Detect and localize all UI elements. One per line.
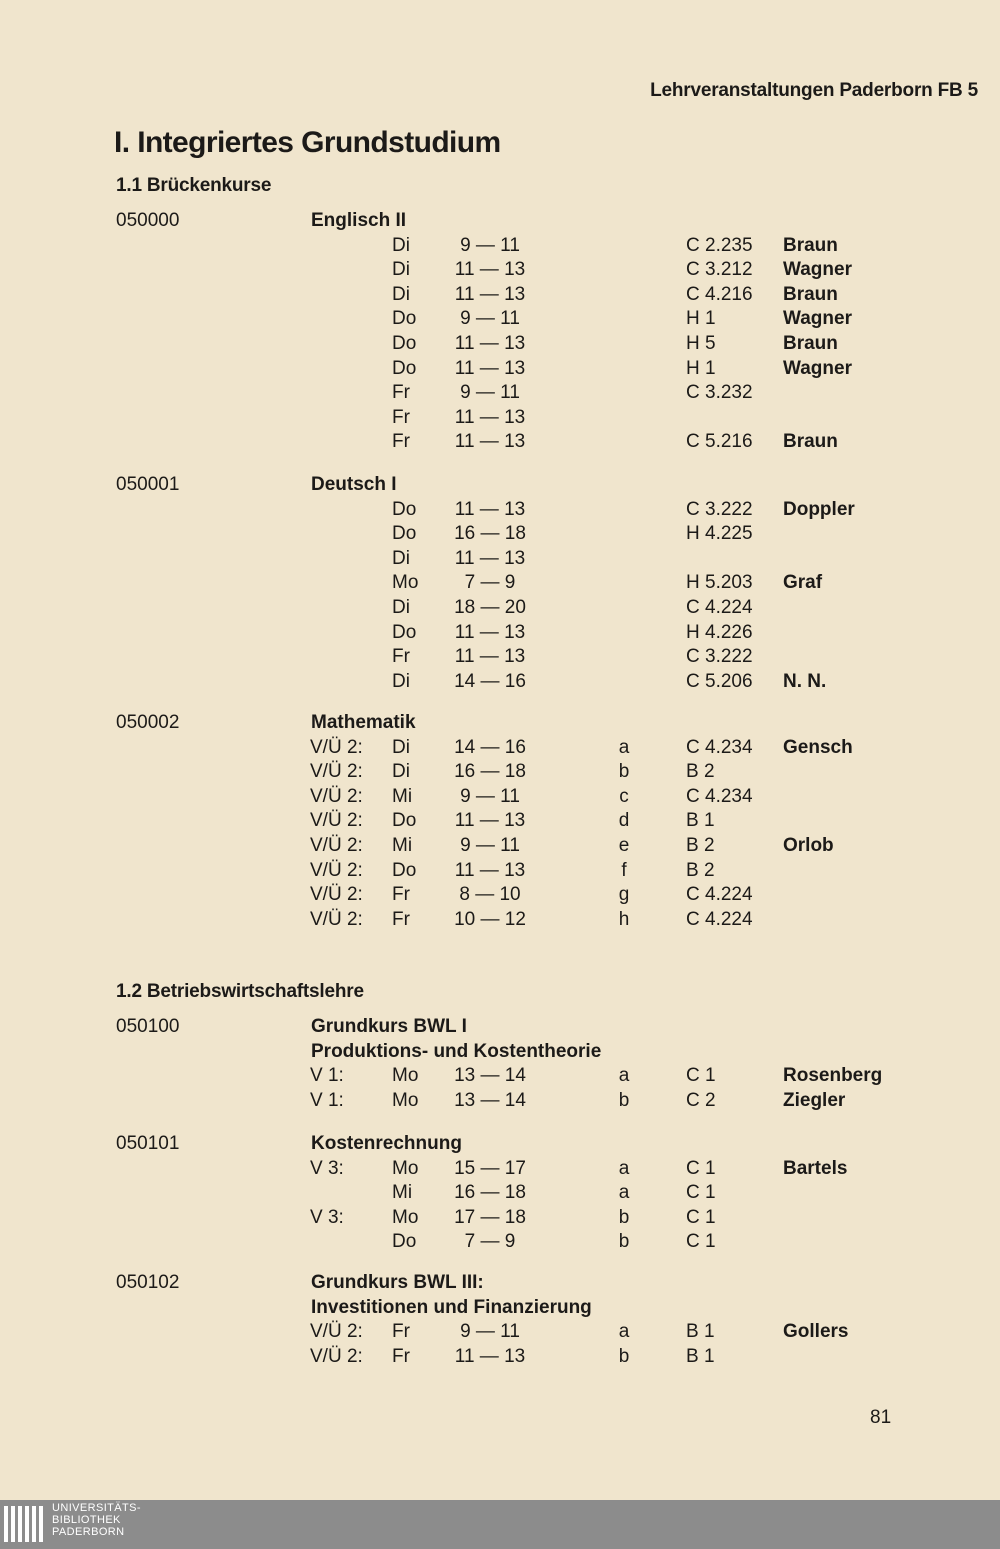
course-time: 8 — 10 xyxy=(459,884,521,906)
course-teacher: Braun xyxy=(783,234,838,256)
course-day: Di xyxy=(392,547,410,569)
schedule-row xyxy=(0,786,1000,810)
course-title: Kostenrechnung xyxy=(311,1133,462,1154)
course-type: V/Ü 2: xyxy=(310,1321,363,1343)
schedule-row xyxy=(0,499,1000,523)
course-title: Produktions- und Kostentheorie xyxy=(311,1040,602,1062)
course-day: Di xyxy=(392,259,410,281)
schedule-row xyxy=(0,909,1000,933)
course-day: Do xyxy=(392,308,417,330)
course-day: Do xyxy=(392,498,417,520)
schedule-row xyxy=(0,1321,1000,1345)
library-logo-icon xyxy=(4,1506,44,1544)
course-day: Do xyxy=(392,859,417,881)
course-room: H 4.225 xyxy=(686,523,753,545)
course-number: 050002 xyxy=(116,712,180,733)
course-time: 16 — 18 xyxy=(454,761,526,783)
course-room: C 5.216 xyxy=(686,431,753,453)
course-day: Fr xyxy=(392,406,410,428)
schedule-row xyxy=(0,259,1000,283)
course-group: a xyxy=(618,1321,630,1343)
course-type: V/Ü 2: xyxy=(310,884,363,906)
course-room: B 2 xyxy=(686,761,715,783)
course-day: Mo xyxy=(392,572,419,594)
course-day: Di xyxy=(392,234,410,256)
course-day: Di xyxy=(392,670,410,692)
schedule-row xyxy=(0,572,1000,596)
course-room: C 1 xyxy=(686,1157,716,1179)
course-time: 11 — 13 xyxy=(454,357,526,379)
course-time: 9 — 11 xyxy=(460,382,520,404)
course-room: C 4.224 xyxy=(686,884,753,906)
course-teacher: Bartels xyxy=(783,1157,848,1179)
library-name-line: BIBLIOTHEK xyxy=(52,1514,121,1526)
course-day: Fr xyxy=(392,431,410,453)
course-time: 11 — 13 xyxy=(454,406,526,428)
course-time: 9 — 11 xyxy=(460,1321,520,1343)
course-number: 050001 xyxy=(116,474,180,495)
course-number: 050102 xyxy=(116,1272,180,1293)
course-day: Di xyxy=(392,761,410,783)
course-time: 14 — 16 xyxy=(454,736,526,758)
course-teacher: Wagner xyxy=(783,308,852,330)
course-title: Investitionen und Finanzierung xyxy=(311,1296,592,1318)
course-room: C 4.216 xyxy=(686,283,753,305)
course-room: C 1 xyxy=(686,1231,716,1253)
course-teacher: N. N. xyxy=(783,670,827,692)
schedule-row xyxy=(0,382,1000,406)
course-day: Mo xyxy=(392,1065,419,1087)
schedule-row xyxy=(0,284,1000,308)
course-teacher: Graf xyxy=(783,572,823,594)
course-day: Do xyxy=(392,1231,417,1253)
course-room: H 4.226 xyxy=(686,621,753,643)
course-time: 11 — 13 xyxy=(454,283,526,305)
course-type: V/Ü 2: xyxy=(310,736,363,758)
course-time: 16 — 18 xyxy=(454,1182,526,1204)
course-teacher: Orlob xyxy=(783,835,834,856)
course-day: Di xyxy=(392,736,410,758)
course-type: V/Ü 2: xyxy=(310,835,363,856)
course-day: Fr xyxy=(392,1345,410,1367)
course-title: Englisch II xyxy=(311,210,407,231)
course-group: b xyxy=(618,1231,630,1253)
course-day: Mo xyxy=(392,1206,419,1228)
course-type: V/Ü 2: xyxy=(310,908,363,930)
schedule-row xyxy=(0,333,1000,357)
course-type: V 3: xyxy=(310,1157,344,1179)
course-time: 15 — 17 xyxy=(454,1157,526,1179)
course-room: H 5 xyxy=(686,333,716,354)
section-title-brueckenkurse: 1.1 Brückenkurse xyxy=(116,175,272,196)
course-teacher: Gollers xyxy=(783,1321,849,1343)
course-day: Do xyxy=(392,621,417,643)
course-group: a xyxy=(618,736,630,758)
course-title: Mathematik xyxy=(311,712,416,733)
course-day: Fr xyxy=(392,884,410,906)
course-time: 10 — 12 xyxy=(454,908,526,930)
course-time: 7 — 9 xyxy=(464,1231,516,1253)
course-time: 9 — 11 xyxy=(460,234,520,256)
library-name xyxy=(52,1502,141,1538)
schedule-row xyxy=(0,1346,1000,1370)
course-type: V 1: xyxy=(310,1089,344,1111)
course-room: C 4.234 xyxy=(686,785,753,807)
course-room: H 5.203 xyxy=(686,572,753,594)
course-group: h xyxy=(618,908,630,930)
schedule-row xyxy=(0,235,1000,259)
schedule-row xyxy=(0,761,1000,785)
course-group: a xyxy=(618,1065,630,1087)
schedule-row xyxy=(0,431,1000,455)
course-room: C 3.232 xyxy=(686,382,753,404)
course-type: V 3: xyxy=(310,1206,344,1228)
course-day: Do xyxy=(392,357,417,379)
schedule-row xyxy=(0,1065,1000,1089)
library-footer-bar xyxy=(0,1500,1000,1549)
course-room: C 2.235 xyxy=(686,234,753,256)
course-type: V/Ü 2: xyxy=(310,1345,363,1367)
course-title: Deutsch I xyxy=(311,474,397,495)
course-time: 11 — 13 xyxy=(454,259,526,281)
course-time: 11 — 13 xyxy=(454,621,526,643)
course-teacher: Doppler xyxy=(783,498,855,520)
course-room: B 1 xyxy=(686,1345,715,1367)
course-room: C 1 xyxy=(686,1065,716,1087)
schedule-row xyxy=(0,737,1000,761)
course-day: Di xyxy=(392,283,410,305)
course-type: V/Ü 2: xyxy=(310,785,363,807)
course-day: Mo xyxy=(392,1157,419,1179)
course-group: f xyxy=(621,859,627,881)
course-time: 16 — 18 xyxy=(454,523,526,545)
library-name-line: UNIVERSITÄTS- xyxy=(52,1502,141,1514)
course-time: 11 — 13 xyxy=(454,859,526,881)
schedule-row xyxy=(0,523,1000,547)
course-type: V/Ü 2: xyxy=(310,859,363,881)
course-group: b xyxy=(618,761,630,783)
course-day: Di xyxy=(392,597,410,618)
course-time: 11 — 13 xyxy=(454,431,526,453)
course-group: b xyxy=(618,1089,630,1111)
course-room: C 3.212 xyxy=(686,259,753,281)
course-day: Fr xyxy=(392,646,410,668)
schedule-row xyxy=(0,1090,1000,1114)
course-time: 18 — 20 xyxy=(454,597,526,618)
course-time: 11 — 13 xyxy=(454,646,526,668)
course-group: a xyxy=(618,1157,630,1179)
course-day: Do xyxy=(392,523,417,545)
course-time: 13 — 14 xyxy=(454,1065,526,1087)
course-day: Mo xyxy=(392,1089,419,1111)
course-room: H 1 xyxy=(686,308,716,330)
course-room: B 2 xyxy=(686,859,715,881)
course-room: C 4.224 xyxy=(686,597,753,618)
course-day: Mi xyxy=(392,785,413,807)
course-day: Mi xyxy=(392,1182,413,1204)
page-title: I. Integriertes Grundstudium xyxy=(114,126,501,159)
course-day: Fr xyxy=(392,1321,410,1343)
course-teacher: Ziegler xyxy=(783,1089,846,1111)
course-time: 11 — 13 xyxy=(454,547,526,569)
course-room: B 2 xyxy=(686,835,715,856)
course-day: Fr xyxy=(392,908,410,930)
course-room: C 4.234 xyxy=(686,736,753,758)
course-time: 11 — 13 xyxy=(454,333,526,354)
course-teacher: Braun xyxy=(783,431,838,453)
course-number: 050100 xyxy=(116,1016,180,1037)
course-group: d xyxy=(618,810,630,832)
course-room: C 5.206 xyxy=(686,670,753,692)
course-day: Do xyxy=(392,333,417,354)
course-number: 050000 xyxy=(116,210,180,231)
schedule-row xyxy=(0,1158,1000,1182)
course-teacher: Rosenberg xyxy=(783,1065,883,1087)
schedule-row xyxy=(0,1182,1000,1206)
schedule-row xyxy=(0,1231,1000,1255)
schedule-row xyxy=(0,835,1000,859)
schedule-row xyxy=(0,810,1000,834)
course-group: c xyxy=(619,785,629,807)
section-title-bwl: 1.2 Betriebswirtschaftslehre xyxy=(116,981,364,1002)
schedule-row xyxy=(0,597,1000,621)
course-group: b xyxy=(618,1345,630,1367)
course-teacher: Braun xyxy=(783,283,838,305)
course-title: Grundkurs BWL III: xyxy=(311,1272,484,1293)
schedule-row xyxy=(0,622,1000,646)
page-number: 81 xyxy=(870,1407,892,1428)
course-day: Mi xyxy=(392,835,413,856)
course-room: B 1 xyxy=(686,1321,715,1343)
library-name-line: PADERBORN xyxy=(52,1526,125,1538)
course-group: e xyxy=(618,835,630,856)
course-teacher: Braun xyxy=(783,333,838,354)
course-group: g xyxy=(618,884,630,906)
course-day: Do xyxy=(392,810,417,832)
schedule-row xyxy=(0,671,1000,695)
course-time: 9 — 11 xyxy=(460,835,520,856)
course-teacher: Wagner xyxy=(783,357,852,379)
course-time: 9 — 11 xyxy=(460,308,520,330)
schedule-row xyxy=(0,1207,1000,1231)
course-time: 7 — 9 xyxy=(464,572,516,594)
course-teacher: Gensch xyxy=(783,736,853,758)
course-time: 11 — 13 xyxy=(454,810,526,832)
course-time: 17 — 18 xyxy=(454,1206,526,1228)
schedule-row xyxy=(0,860,1000,884)
course-number: 050101 xyxy=(116,1133,180,1154)
course-teacher: Wagner xyxy=(783,259,852,281)
course-group: a xyxy=(618,1182,630,1204)
schedule-row xyxy=(0,358,1000,382)
schedule-row xyxy=(0,646,1000,670)
course-type: V/Ü 2: xyxy=(310,761,363,783)
course-time: 9 — 11 xyxy=(460,785,520,807)
course-type: V/Ü 2: xyxy=(310,810,363,832)
course-day: Fr xyxy=(392,382,410,404)
course-type: V 1: xyxy=(310,1065,344,1087)
course-room: C 1 xyxy=(686,1206,716,1228)
schedule-row xyxy=(0,548,1000,572)
course-group: b xyxy=(618,1206,630,1228)
schedule-row xyxy=(0,308,1000,332)
course-room: H 1 xyxy=(686,357,716,379)
course-room: C 3.222 xyxy=(686,498,753,520)
course-room: C 4.224 xyxy=(686,908,753,930)
course-time: 11 — 13 xyxy=(454,1345,526,1367)
course-time: 11 — 13 xyxy=(454,498,526,520)
schedule-row xyxy=(0,884,1000,908)
course-room: C 3.222 xyxy=(686,646,753,668)
course-time: 14 — 16 xyxy=(454,670,526,692)
schedule-row xyxy=(0,407,1000,431)
course-room: B 1 xyxy=(686,810,715,832)
course-room: C 1 xyxy=(686,1182,716,1204)
course-time: 13 — 14 xyxy=(454,1089,526,1111)
course-title: Grundkurs BWL I xyxy=(311,1016,467,1037)
running-head: Lehrveranstaltungen Paderborn FB 5 xyxy=(650,80,978,101)
course-room: C 2 xyxy=(686,1089,716,1111)
